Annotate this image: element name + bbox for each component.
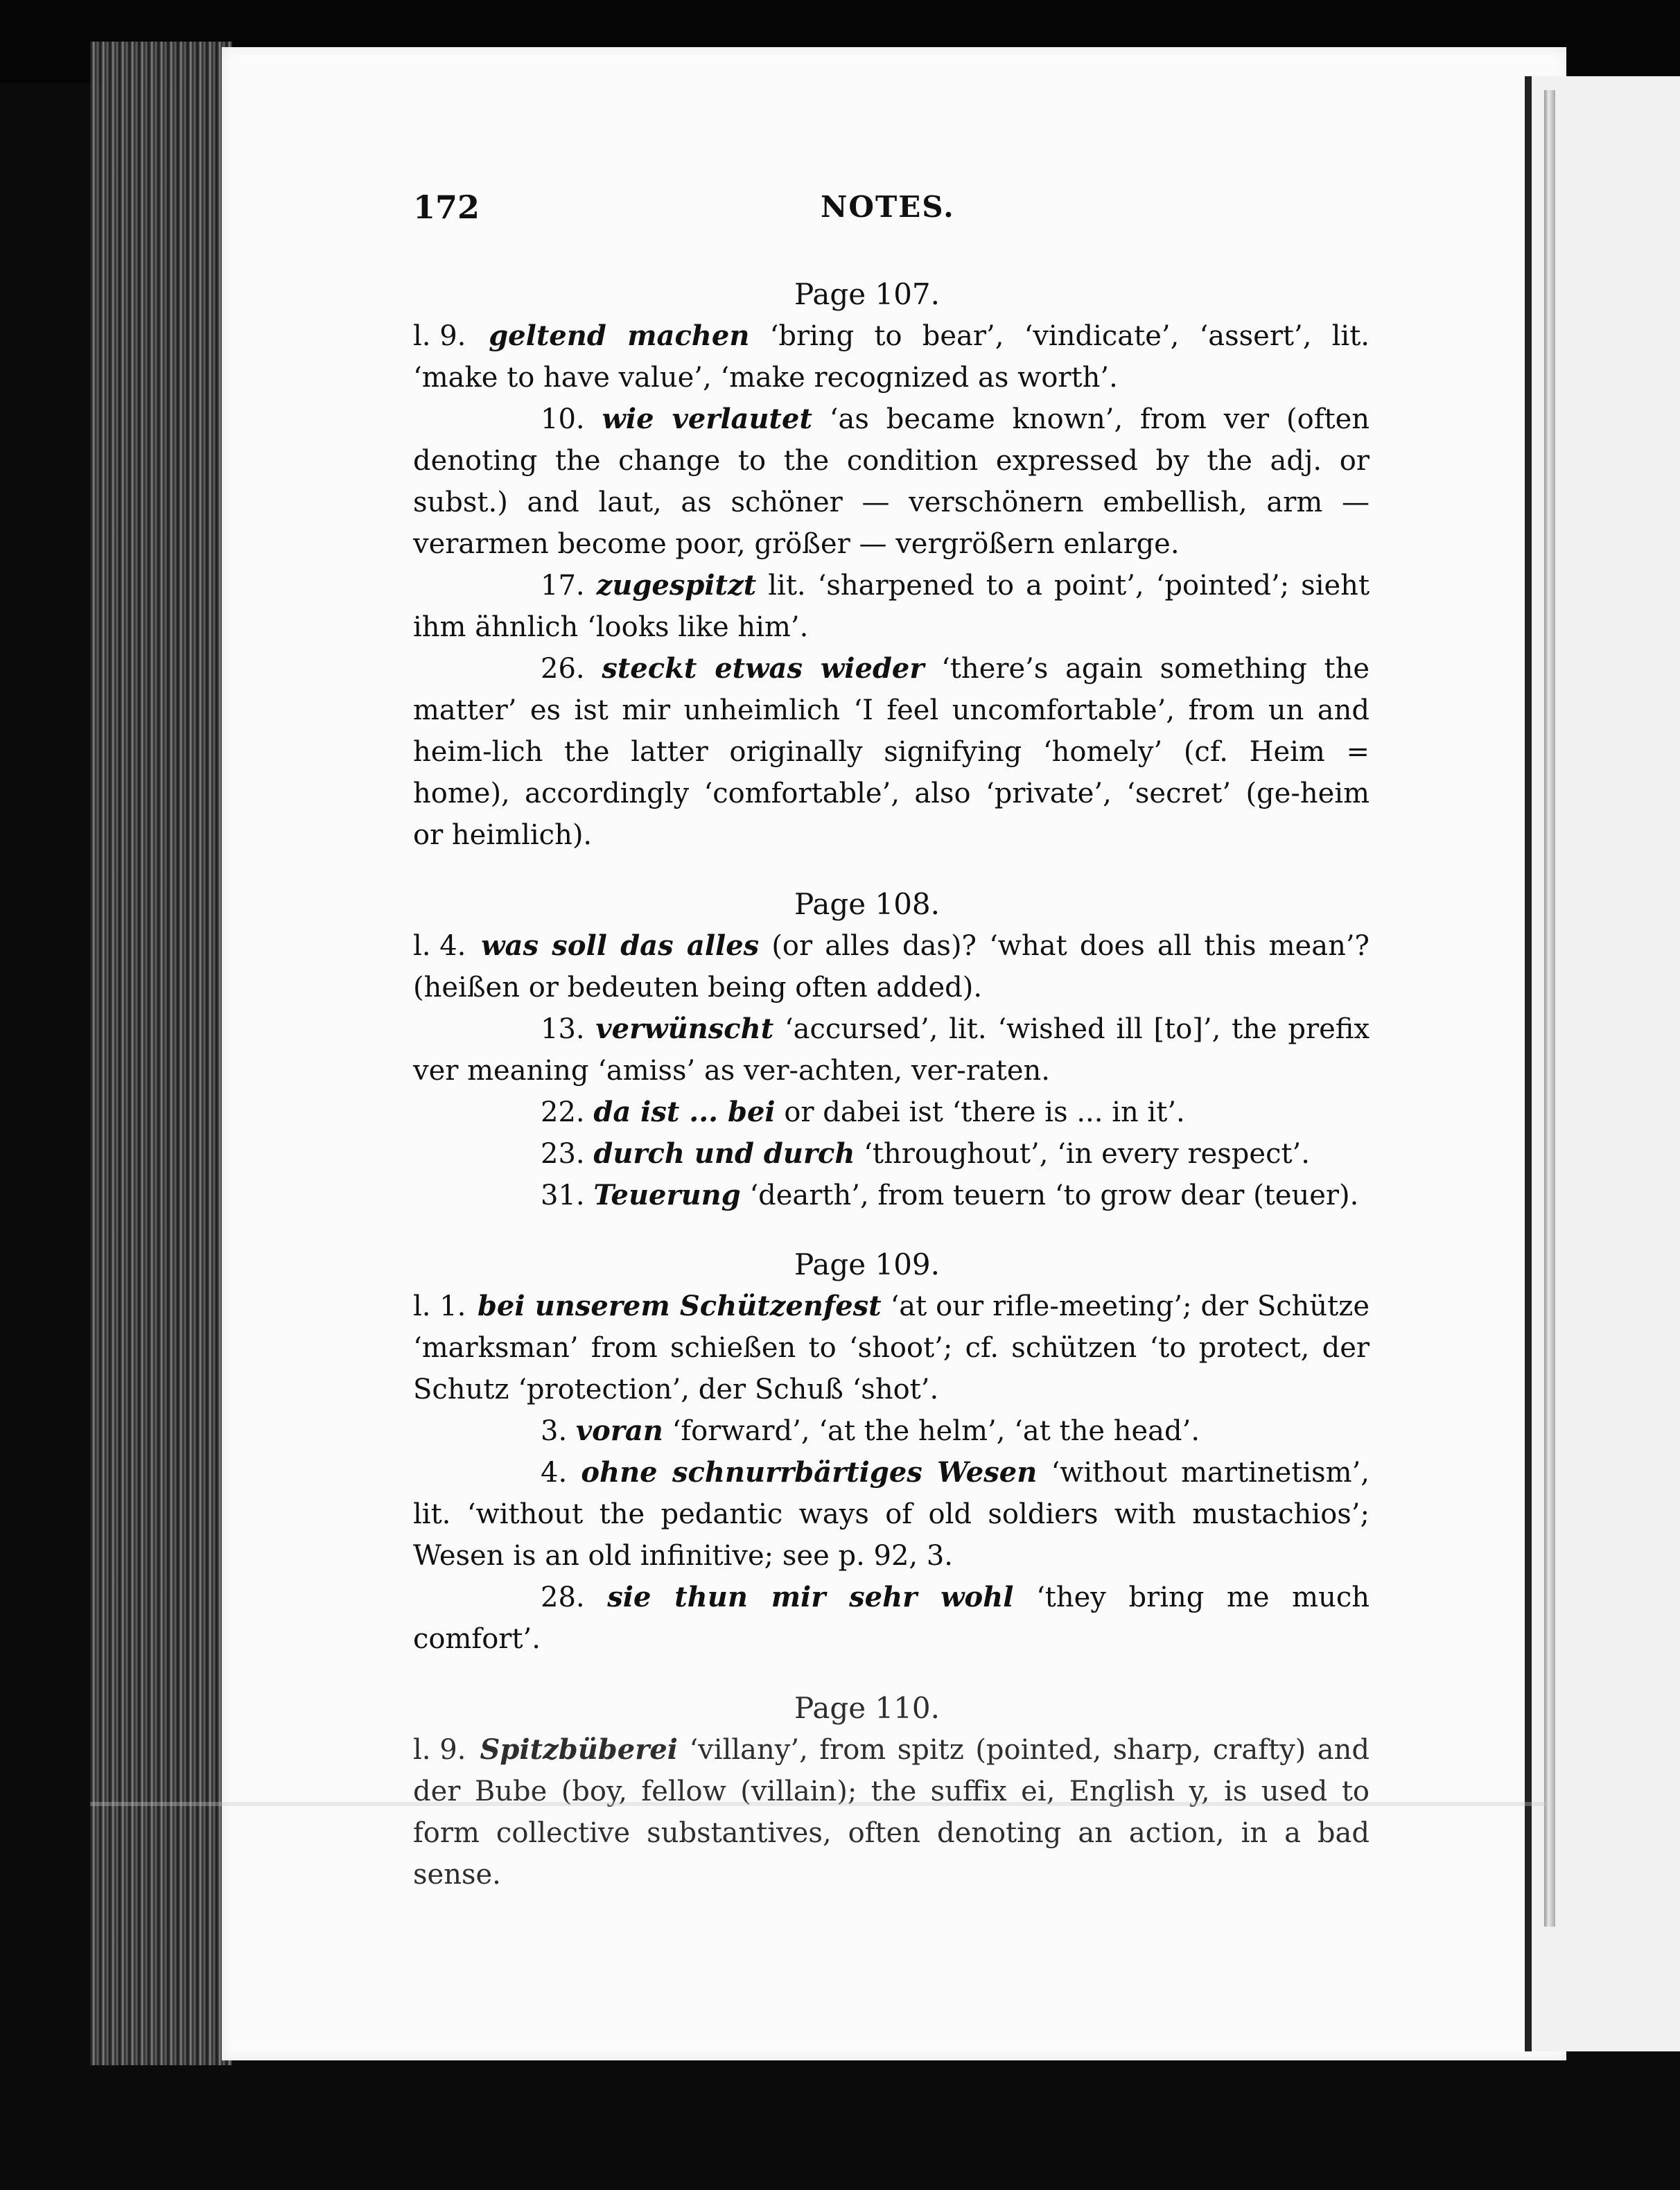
gloss: ‘at our rifle-meeting’; der Schütze ‘marksman’ from schießen to ‘shoot’; cf. schützen ‘to protect, der Schutz ‘protection’, der Schuß ‘shot’. <box>413 1290 1370 1405</box>
note-entry <box>413 1729 1370 1895</box>
page-binding <box>1544 90 1555 1927</box>
headword: ohne schnurrbärtiges Wesen <box>581 1456 1038 1489</box>
page-number: 172 <box>413 189 480 226</box>
gloss: lit. ‘sharpened to a point’, ‘pointed’; sieht ihm ähnlich ‘looks like him’. <box>413 570 1370 643</box>
section-title: Page 110. <box>794 1691 940 1725</box>
line-number: l. 9. <box>413 320 466 352</box>
gloss: ‘forward’, ‘at the helm’, ‘at the head’. <box>672 1415 1200 1447</box>
line-number: l. 9. <box>413 1734 466 1766</box>
headword: voran <box>575 1414 663 1447</box>
headword: wie verlautet <box>602 403 812 435</box>
note-entry <box>413 925 1370 1008</box>
headword: Teuerung <box>593 1179 741 1211</box>
line-number: 31. <box>541 1180 585 1211</box>
gloss: ‘throughout’, ‘in every respect’. <box>864 1138 1310 1170</box>
note-entry <box>413 315 1370 398</box>
note-entry <box>413 648 1370 856</box>
gloss: ‘without martinetism’, lit. ‘without the pedantic ways of old soldiers with mustachios’; Wesen is an old infinitive; see p. 92, 3. <box>413 1457 1370 1572</box>
line-number: 10. <box>541 403 585 435</box>
note-entry <box>413 1410 1370 1452</box>
gloss: ‘they bring me much comfort’. <box>413 1582 1370 1655</box>
line-number: l. 1. <box>413 1290 466 1322</box>
section-title: Page 107. <box>794 277 940 311</box>
note-entry <box>413 1133 1370 1175</box>
line-number: 28. <box>541 1582 585 1613</box>
gloss: or dabei ist ‘there is ... in it’. <box>784 1096 1185 1128</box>
line-number: 23. <box>541 1138 585 1170</box>
note-entry <box>413 398 1370 565</box>
gloss: ‘accursed’, lit. ‘wished ill [to]’, the prefix ver meaning ‘amiss’ as ver-achten, ver-raten. <box>413 1013 1370 1087</box>
note-entry <box>413 1175 1370 1216</box>
line-number: 4. <box>541 1457 568 1489</box>
line-number: 22. <box>541 1096 585 1128</box>
line-number: 3. <box>541 1415 568 1447</box>
note-entry <box>413 1008 1370 1092</box>
book-page-edges <box>90 42 232 2065</box>
note-entry <box>413 565 1370 648</box>
section-title: Page 108. <box>794 887 940 921</box>
page-header <box>413 189 1372 237</box>
line-number: l. 4. <box>413 930 466 962</box>
note-entry <box>413 1286 1370 1410</box>
gloss: (or alles das)? ‘what does all this mean’? (heißen or bedeuten being often added). <box>413 930 1370 1004</box>
section-title: Page 109. <box>794 1247 940 1281</box>
headword: durch und durch <box>593 1137 855 1170</box>
notes-body <box>413 274 1370 1895</box>
headword: bei unserem Schützenfest <box>477 1290 882 1322</box>
line-number: 26. <box>541 653 585 685</box>
line-number: 17. <box>541 570 585 602</box>
headword: zugespitzt <box>596 569 757 602</box>
line-number: 13. <box>541 1013 585 1045</box>
gloss: ‘bring to bear’, ‘vindicate’, ‘assert’, lit. ‘make to have value’, ‘make recognized as worth’. <box>413 320 1370 394</box>
headword: geltend machen <box>489 319 750 352</box>
headword: steckt etwas wieder <box>602 652 925 685</box>
scan-artifact <box>90 1802 1546 1806</box>
headword: Spitzbüberei <box>480 1733 678 1766</box>
headword: was soll das alles <box>481 929 760 962</box>
gloss: ‘dearth’, from teuern ‘to grow dear (teuer). <box>749 1180 1359 1211</box>
headword: da ist ... bei <box>593 1096 776 1128</box>
headword: verwünscht <box>595 1013 774 1045</box>
note-entry <box>413 1092 1370 1133</box>
note-entry <box>413 1452 1370 1577</box>
gloss: ‘there’s again something the matter’ es ist mir unheimlich ‘I feel uncomfortable’, from un and heim-lich the latter originally signifying ‘homely’ (cf. Heim = home), accordingly ‘comfortable’, also ‘private’, ‘secret’ (ge-heim or heimlich). <box>413 653 1370 851</box>
gloss: ‘as became known’, from ver (often denoting the change to the condition expressed by the adj. or subst.) and laut, as schöner — verschönern embellish, arm — verarmen become poor, größer — vergrößern enlarge. <box>413 403 1370 560</box>
headword: sie thun mir sehr wohl <box>607 1581 1014 1613</box>
note-entry <box>413 1577 1370 1660</box>
running-head: NOTES. <box>821 190 955 224</box>
gloss: ‘villany’, from spitz (pointed, sharp, crafty) and der Bube (boy, fellow (villain); the suffix ei, English y, is used to form collective substantives, often denoting an action, in a bad sense. <box>413 1734 1370 1891</box>
